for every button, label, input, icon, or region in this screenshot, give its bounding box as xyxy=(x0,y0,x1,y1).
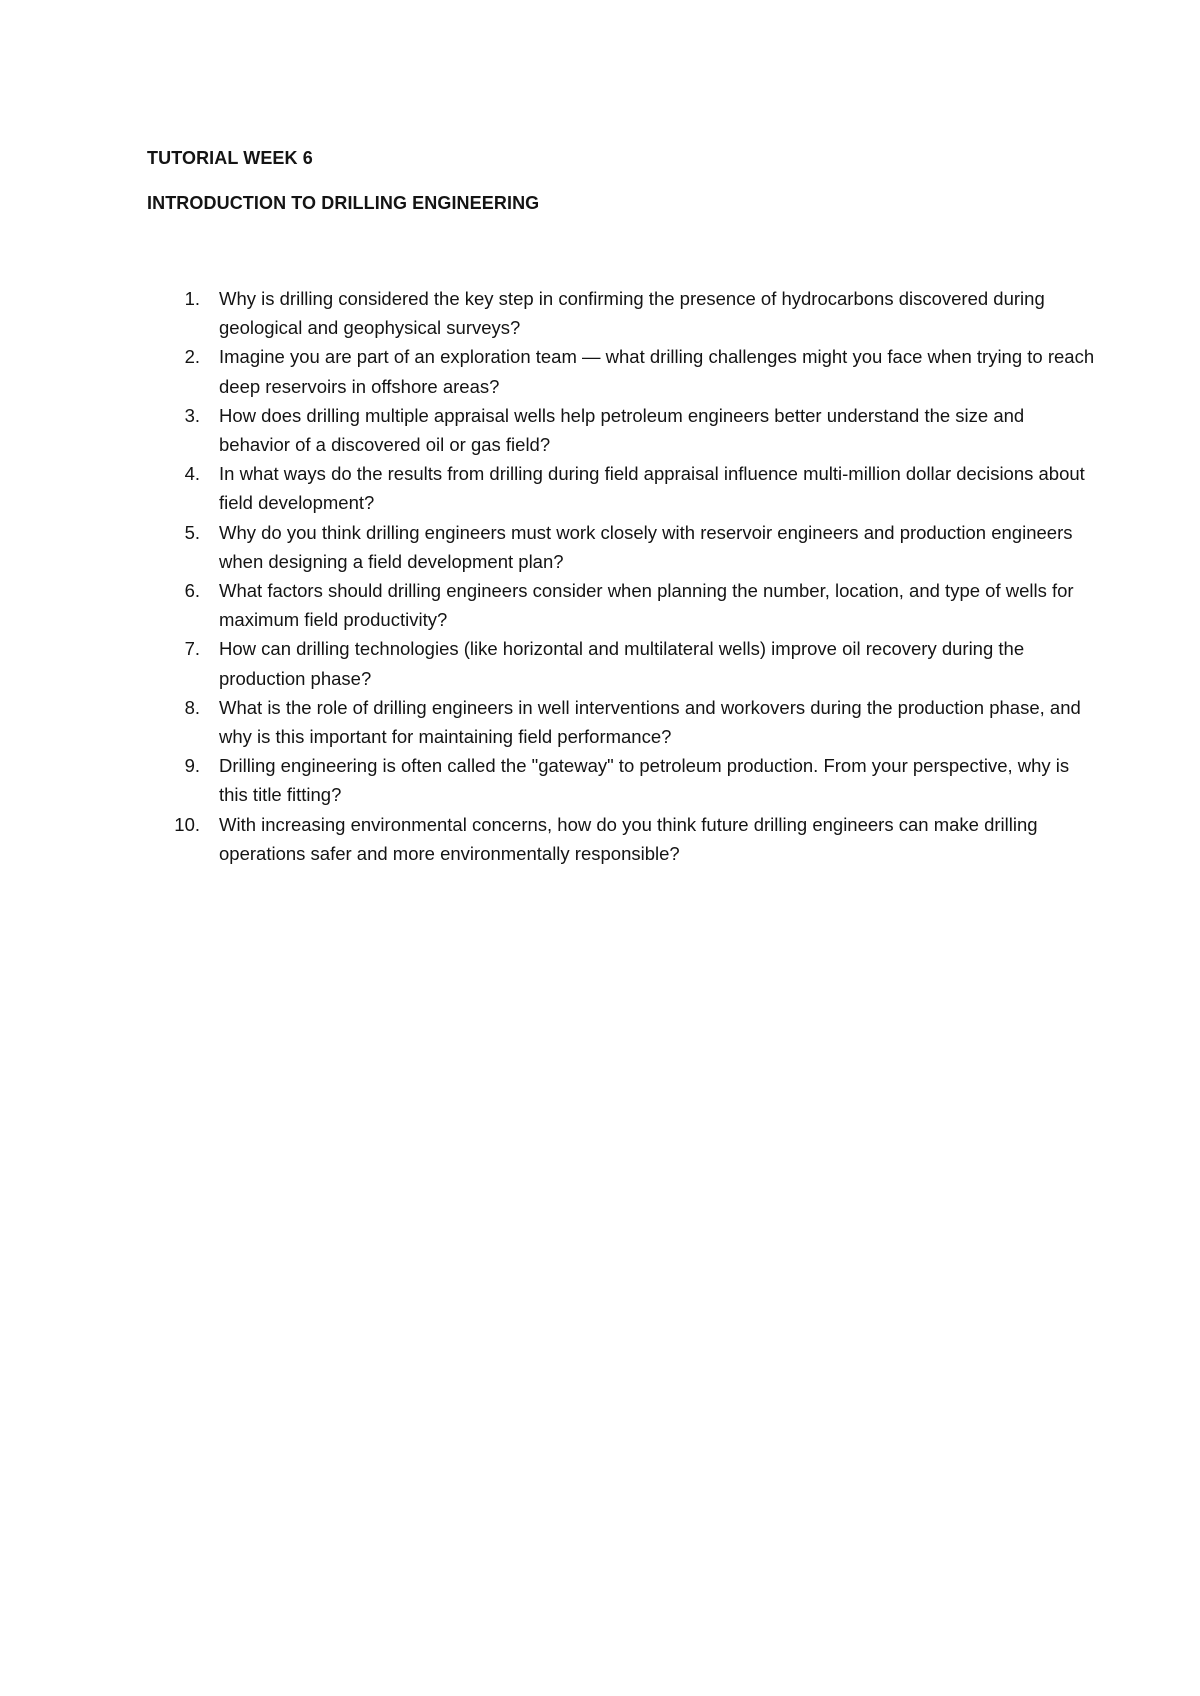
question-text: Imagine you are part of an exploration team — what drilling challenges might you face when trying to reach deep reservoirs in offshore areas? xyxy=(219,346,1095,397)
question-item xyxy=(0,284,1200,342)
question-item xyxy=(0,342,1200,400)
question-text: With increasing environmental concerns, how do you think future drilling engineers can make drilling operations safer and more environmentally responsible? xyxy=(219,813,1038,864)
question-item xyxy=(0,401,1200,459)
question-number: 8. xyxy=(184,696,200,718)
question-text: What is the role of drilling engineers in well interventions and workovers during the production phase, and why is this important for maintaining field performance? xyxy=(219,696,1081,748)
question-item xyxy=(0,518,1200,576)
question-item xyxy=(0,810,1200,868)
question-number: 4. xyxy=(184,463,200,485)
question-text: Drilling engineering is often called the "gateway" to petroleum production. From your perspective, why is this title fitting? xyxy=(219,755,1070,806)
question-number: 6. xyxy=(184,580,200,602)
question-item xyxy=(0,459,1200,517)
question-number: 2. xyxy=(184,346,200,368)
document-title: TUTORIAL WEEK 6 xyxy=(147,148,313,168)
question-text: How can drilling technologies (like horizontal and multilateral wells) improve oil recovery during the production phase? xyxy=(219,638,1025,689)
question-item xyxy=(0,576,1200,634)
question-item xyxy=(0,634,1200,692)
question-number: 10. xyxy=(174,813,200,835)
question-number: 9. xyxy=(184,755,200,777)
question-list xyxy=(0,284,1200,868)
question-text: How does drilling multiple appraisal wells help petroleum engineers better understand the size and behavior of a discovered oil or gas field? xyxy=(219,404,1025,456)
question-number: 1. xyxy=(184,288,200,309)
question-text: In what ways do the results from drilling during field appraisal influence multi-million dollar decisions about field development? xyxy=(219,463,1085,514)
question-number: 7. xyxy=(184,638,200,660)
question-item xyxy=(0,693,1200,751)
question-number: 3. xyxy=(184,404,200,426)
question-number: 5. xyxy=(184,521,200,543)
question-text: Why do you think drilling engineers must work closely with reservoir engineers and production engineers when designing a field development plan? xyxy=(219,521,1073,572)
question-item xyxy=(0,751,1200,809)
document-subtitle: INTRODUCTION TO DRILLING ENGINEERING xyxy=(147,193,540,213)
question-text: Why is drilling considered the key step in confirming the presence of hydrocarbons discovered during geological and geophysical surveys? xyxy=(219,288,1045,339)
question-text: What factors should drilling engineers consider when planning the number, location, and type of wells for maximum field productivity? xyxy=(219,580,1074,631)
